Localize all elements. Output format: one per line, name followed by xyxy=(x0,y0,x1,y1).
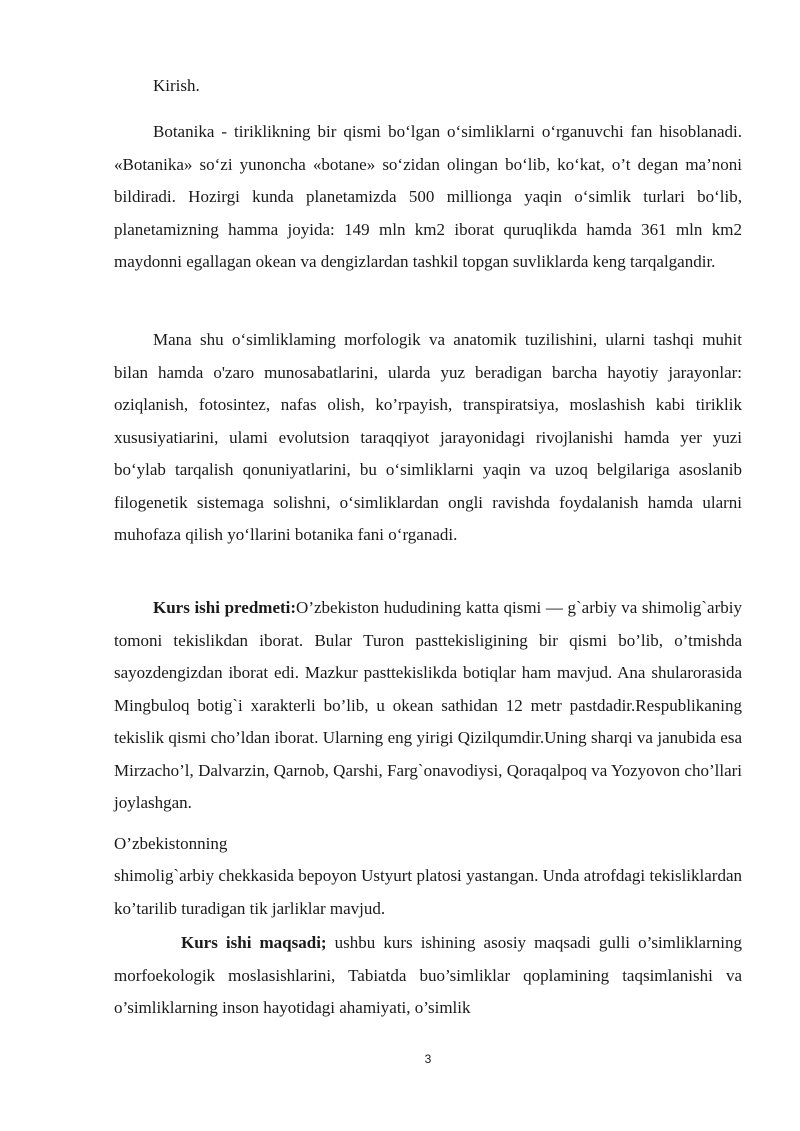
course-subject-label: Kurs ishi predmeti: xyxy=(153,598,297,617)
course-subject-continuation: shimolig`arbiy chekkasida bepoyon Ustyurt platosi yastangan. Unda atrofdagi tekisliklardan ko’tarilib turadigan tik jarliklar mavjud. xyxy=(114,866,742,918)
intro-paragraph xyxy=(114,116,742,279)
page-number: 3 xyxy=(424,1052,432,1066)
intro-paragraph-text: Botanika - tiriklikning bir qismi bo‘lgan o‘simliklarni o‘rganuvchi fan hisoblanadi. «Botanika» so‘zi yunoncha «botane» so‘zidan olingan bo‘lib, ko‘kat, o’t degan ma’noni bildiradi. Hozirgi kunda planetamizda 500 millionga yaqin o‘simlik turlari bo‘lib, planetamizning hamma joyida: 149 mln km2 iborat quruqlikda hamda 361 mln km2 maydonni egallagan okean va dengizlardan tashkil topgan suvliklarda keng tarqalgandir. xyxy=(114,122,742,271)
botany-scope-paragraph xyxy=(114,324,742,552)
course-goal-paragraph xyxy=(114,927,742,1025)
course-subject-paragraph xyxy=(114,592,742,820)
course-subject-text: O’zbekiston hududining katta qismi — g`arbiy va shimolig`arbiy tomoni tekislikdan iborat. Bular Turon pasttekisligining bir qismi bo’lib, o’tmishda sayozdengizdan iborat edi. Mazkur pasttekislikda botiqlar ham mavjud. Ana shularorasida Mingbuloq botig`i xarakterli bo’lib, u okean sathidan 12 metr pastdadir.Respublikaning tekislik qismi cho’ldan iborat. Ularning eng yirigi Qizilqumdir.Uning sharqi va janubida esa Mirzacho’l, Dalvarzin, Qarnob, Qarshi, Farg`onavodiysi, Qoraqalpoq va Yozyovon cho’llari joylashgan. xyxy=(114,598,742,812)
section-heading: Kirish. xyxy=(153,76,200,95)
botany-scope-text: Mana shu o‘simliklaming morfologik va anatomik tuzilishini, ularni tashqi muhit bilan hamda o'zaro munosabatlarini, ularda yuz beradigan barcha hayotiy jarayonlar: oziqlanish, fotosintez, nafas olish, ko’rpayish, transpiratsiya, moslashish kabi tiriklik xususiyatiarini, ulami evolutsion taraqqiyot jarayonidagi rivojlanishi hamda yer yuzi bo‘ylab tarqalish qonuniyatlarini, bu o‘simliklarni yaqin va uzoq belgilariga asoslanib filogenetik sistemaga solishni, o‘simliklardan ongli ravishda foydalanish hamda ularni muhofaza qilish yo‘llarini botanika fani o‘rganadi. xyxy=(114,330,742,544)
course-goal-label: Kurs ishi maqsadi; xyxy=(181,933,327,952)
course-goal-text: ushbu kurs ishining asosiy maqsadi gulli o’simliklarning morfoekologik moslasishlarini, Tabiatda buo’simliklar qoplamining taqsimlanishi va o’simliklarning inson hayotidagi ahamiyati, o’simlik xyxy=(114,933,742,1017)
course-subject-line-end: O’zbekistonning xyxy=(114,834,228,853)
